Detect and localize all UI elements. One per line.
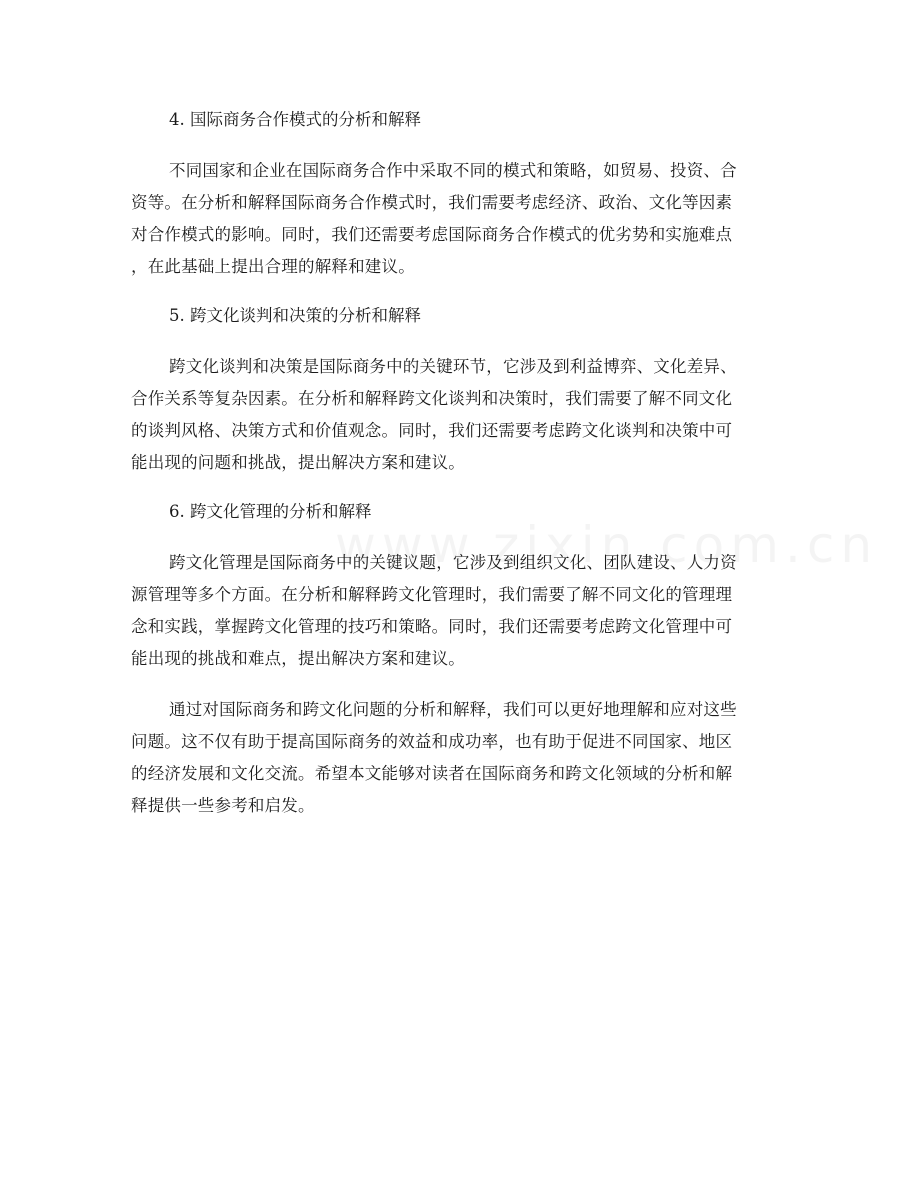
conclusion-paragraph: [131, 694, 791, 822]
paragraph-line: 的谈判风格、决策方式和价值观念。同时，我们还需要考虑跨文化谈判和决策中可: [131, 421, 733, 440]
paragraph-line: 跨文化谈判和决策是国际商务中的关键环节，它涉及到利益博弈、文化差异、: [169, 357, 737, 376]
paragraph-line: 的经济发展和文化交流。希望本文能够对读者在国际商务和跨文化领域的分析和解: [131, 764, 733, 783]
paragraph-line: 问题。这不仅有助于提高国际商务的效益和成功率，也有助于促进不同国家、地区: [131, 732, 733, 751]
section-paragraph-4: [131, 155, 791, 283]
paragraph-line: 释提供一些参考和启发。: [131, 796, 315, 815]
section-paragraph-6: [131, 547, 791, 675]
section-heading-6: 6. 跨文化管理的分析和解释: [169, 502, 372, 521]
paragraph-line: 通过对国际商务和跨文化问题的分析和解释，我们可以更好地理解和应对这些: [169, 700, 737, 719]
section-heading-4: 4. 国际商务合作模式的分析和解释: [169, 110, 421, 129]
section-heading-5: 5. 跨文化谈判和决策的分析和解释: [169, 306, 421, 325]
document-body: [131, 106, 791, 841]
paragraph-line: 能出现的问题和挑战，提出解决方案和建议。: [131, 453, 465, 472]
paragraph-line: 合作关系等复杂因素。在分析和解释跨文化谈判和决策时，我们需要了解不同文化: [131, 389, 733, 408]
paragraph-line: ，在此基础上提出合理的解释和建议。: [131, 257, 415, 276]
paragraph-line: 跨文化管理是国际商务中的关键议题，它涉及到组织文化、团队建设、人力资: [169, 553, 737, 572]
paragraph-line: 源管理等多个方面。在分析和解释跨文化管理时，我们需要了解不同文化的管理理: [131, 585, 733, 604]
paragraph-line: 能出现的挑战和难点，提出解决方案和建议。: [131, 649, 465, 668]
paragraph-line: 对合作模式的影响。同时，我们还需要考虑国际商务合作模式的优劣势和实施难点: [131, 225, 733, 244]
paragraph-line: 念和实践，掌握跨文化管理的技巧和策略。同时，我们还需要考虑跨文化管理中可: [131, 617, 733, 636]
section-paragraph-5: [131, 351, 791, 479]
paragraph-line: 不同国家和企业在国际商务合作中采取不同的模式和策略，如贸易、投资、合: [169, 161, 737, 180]
paragraph-line: 资等。在分析和解释国际商务合作模式时，我们需要考虑经济、政治、文化等因素: [131, 193, 733, 212]
